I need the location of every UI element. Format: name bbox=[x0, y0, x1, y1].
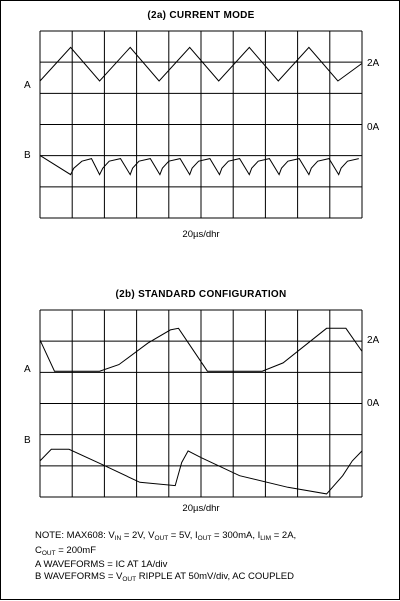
note-line-1 bbox=[35, 530, 296, 545]
note-b-prefix: B WAVEFORMS = V bbox=[35, 570, 123, 582]
note-line-2 bbox=[35, 545, 296, 560]
note-cout-prefix: C bbox=[35, 544, 42, 556]
note-ilim-value: = 2A, bbox=[271, 530, 297, 541]
right-label-2b-bottom: 0A bbox=[367, 398, 380, 409]
note-vin-sub: IN bbox=[114, 535, 122, 542]
note-ilim-sub: LIM bbox=[260, 535, 272, 542]
note-vin-value: = 2V, V bbox=[121, 530, 155, 541]
chart-title-2a: (2a) CURRENT MODE bbox=[147, 10, 255, 21]
chart-title-2b: (2b) STANDARD CONFIGURATION bbox=[115, 289, 287, 300]
trace-label-a-2b: A bbox=[24, 364, 31, 375]
note-prefix: NOTE: MAX608: V bbox=[35, 530, 115, 541]
right-label-2a-bottom: 0A bbox=[367, 122, 380, 133]
trace-label-b-2a: B bbox=[24, 150, 31, 161]
x-axis-label-2b: 20µs/dhr bbox=[182, 503, 220, 514]
note-line-4 bbox=[35, 571, 296, 586]
x-axis-label-2a: 20µs/dhr bbox=[182, 229, 220, 240]
note-cout-sub: OUT bbox=[41, 549, 56, 557]
trace-label-b-2b: B bbox=[24, 435, 31, 446]
note-b-sub: OUT bbox=[122, 575, 137, 583]
oscilloscope-figure bbox=[1, 1, 400, 601]
trace-label-a-2a: A bbox=[24, 80, 31, 91]
trace-b-2a bbox=[40, 155, 359, 174]
note-line-3: A WAVEFORMS = IC AT 1A/div bbox=[35, 559, 168, 570]
note-cout-value: = 200mF bbox=[55, 544, 97, 556]
note-iout-value: = 300mA, I bbox=[211, 530, 261, 541]
note-vout-value: = 5V, I bbox=[168, 530, 198, 541]
right-label-2a-top: 2A bbox=[367, 58, 380, 69]
note-b-suffix: RIPPLE AT 50mV/div, AC COUPLED bbox=[136, 570, 294, 582]
note-vout-sub: OUT bbox=[154, 535, 169, 542]
note-iout-sub: OUT bbox=[197, 535, 212, 542]
right-label-2b-top: 2A bbox=[367, 335, 380, 346]
figure-note bbox=[35, 530, 296, 585]
